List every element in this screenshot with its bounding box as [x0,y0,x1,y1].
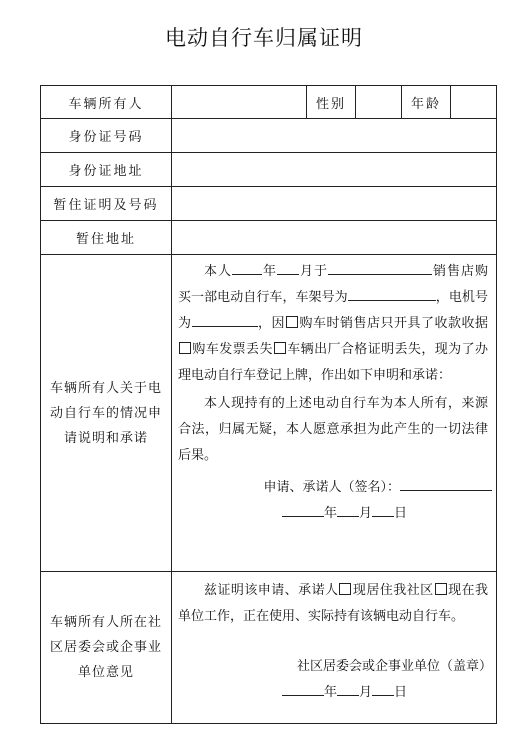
id-address-row [41,153,497,187]
statement-text: 年 [262,264,277,279]
motor-number-blank[interactable] [192,311,258,327]
community-cell [172,572,497,724]
ownership-form-table [40,85,497,724]
checkbox-resides-in-community[interactable] [339,583,351,595]
community-month-label: 月 [359,685,373,700]
gender-field[interactable] [356,86,402,119]
month-blank[interactable] [277,259,299,275]
gender-label: 性别 [307,86,356,119]
community-month-blank[interactable] [337,680,359,696]
statement-date-line [172,501,496,527]
page-title: 电动自行车归属证明 [165,26,363,50]
signature-line [172,469,496,501]
community-date-line [172,680,496,706]
id-number-label: 身份证号码 [41,119,172,153]
statement-paragraph-1 [172,255,496,389]
statement-label: 车辆所有人关于电动自行车的情况申请说明和承诺 [41,255,172,572]
statement-paragraph-2: 本人现持有的上述电动自行车为本人所有，来源合法，归属无疑，本人愿意承担为此产生的一切法律后果。 [178,396,488,463]
checkbox-certificate-lost[interactable] [274,342,286,354]
statement-text: 本人 [204,264,232,279]
owner-label: 车辆所有人 [41,86,172,119]
statement-text: 购车时销售店只开具了收款收据 [299,316,488,331]
stamp-line: 社区居委会或企事业单位（盖章） [296,659,492,674]
age-field[interactable] [451,86,497,119]
temp-address-field[interactable] [172,221,497,255]
statement-row [41,255,497,572]
temp-permit-row [41,187,497,221]
id-address-field[interactable] [172,153,497,187]
date-day-label: 日 [394,506,408,521]
date-year-label: 年 [324,506,338,521]
checkbox-receipt-only[interactable] [286,316,298,328]
statement-text: ，电 [435,290,462,305]
community-paragraph [172,572,496,630]
community-day-label: 日 [394,685,408,700]
checkbox-works-at-unit[interactable] [435,583,447,595]
date-day-blank[interactable] [372,501,394,517]
signature-blank[interactable] [400,475,492,491]
community-year-label: 年 [324,685,338,700]
statement-text: 月于 [299,264,328,279]
statement-text: ，因 [257,316,285,331]
date-month-label: 月 [359,506,373,521]
community-text: 现在我单位工作，正在使用、实际持有该辆电动自行车。 [178,583,488,624]
frame-number-blank[interactable] [348,285,436,301]
signature-label: 申请、承诺人（签名）： [263,480,400,495]
community-text: 现居住我社区 [352,583,434,598]
owner-row [41,86,497,119]
statement-text: 车辆出厂合格证明丢失，现为了办理电动自行车登记上牌，作出如下申明和承诺： [178,342,488,383]
owner-name-field[interactable] [172,86,307,119]
temp-permit-label: 暂住证明及号码 [41,187,172,221]
date-year-blank[interactable] [282,501,324,517]
id-number-row [41,119,497,153]
id-address-label: 身份证地址 [41,153,172,187]
community-text: 兹证明该申请、承诺人 [204,583,339,598]
temp-permit-field[interactable] [172,187,497,221]
year-blank[interactable] [232,259,262,275]
statement-text: 购车发票丢失 [192,342,273,357]
id-number-field[interactable] [172,119,497,153]
date-month-blank[interactable] [337,501,359,517]
age-label: 年龄 [402,86,451,119]
community-label: 车辆所有人所在社区居委会或企事业单位意见 [41,572,172,724]
statement-text: 销售店 [431,264,475,279]
store-blank[interactable] [328,259,432,275]
community-row [41,572,497,724]
community-year-blank[interactable] [282,680,324,696]
statement-text: 机号为 [178,290,488,331]
checkbox-invoice-lost[interactable] [179,342,191,354]
community-day-blank[interactable] [372,680,394,696]
statement-text: 购买一部电动自行车，车架号为 [178,264,488,305]
temp-address-label: 暂住地址 [41,221,172,255]
statement-cell [172,255,497,572]
temp-address-row [41,221,497,255]
